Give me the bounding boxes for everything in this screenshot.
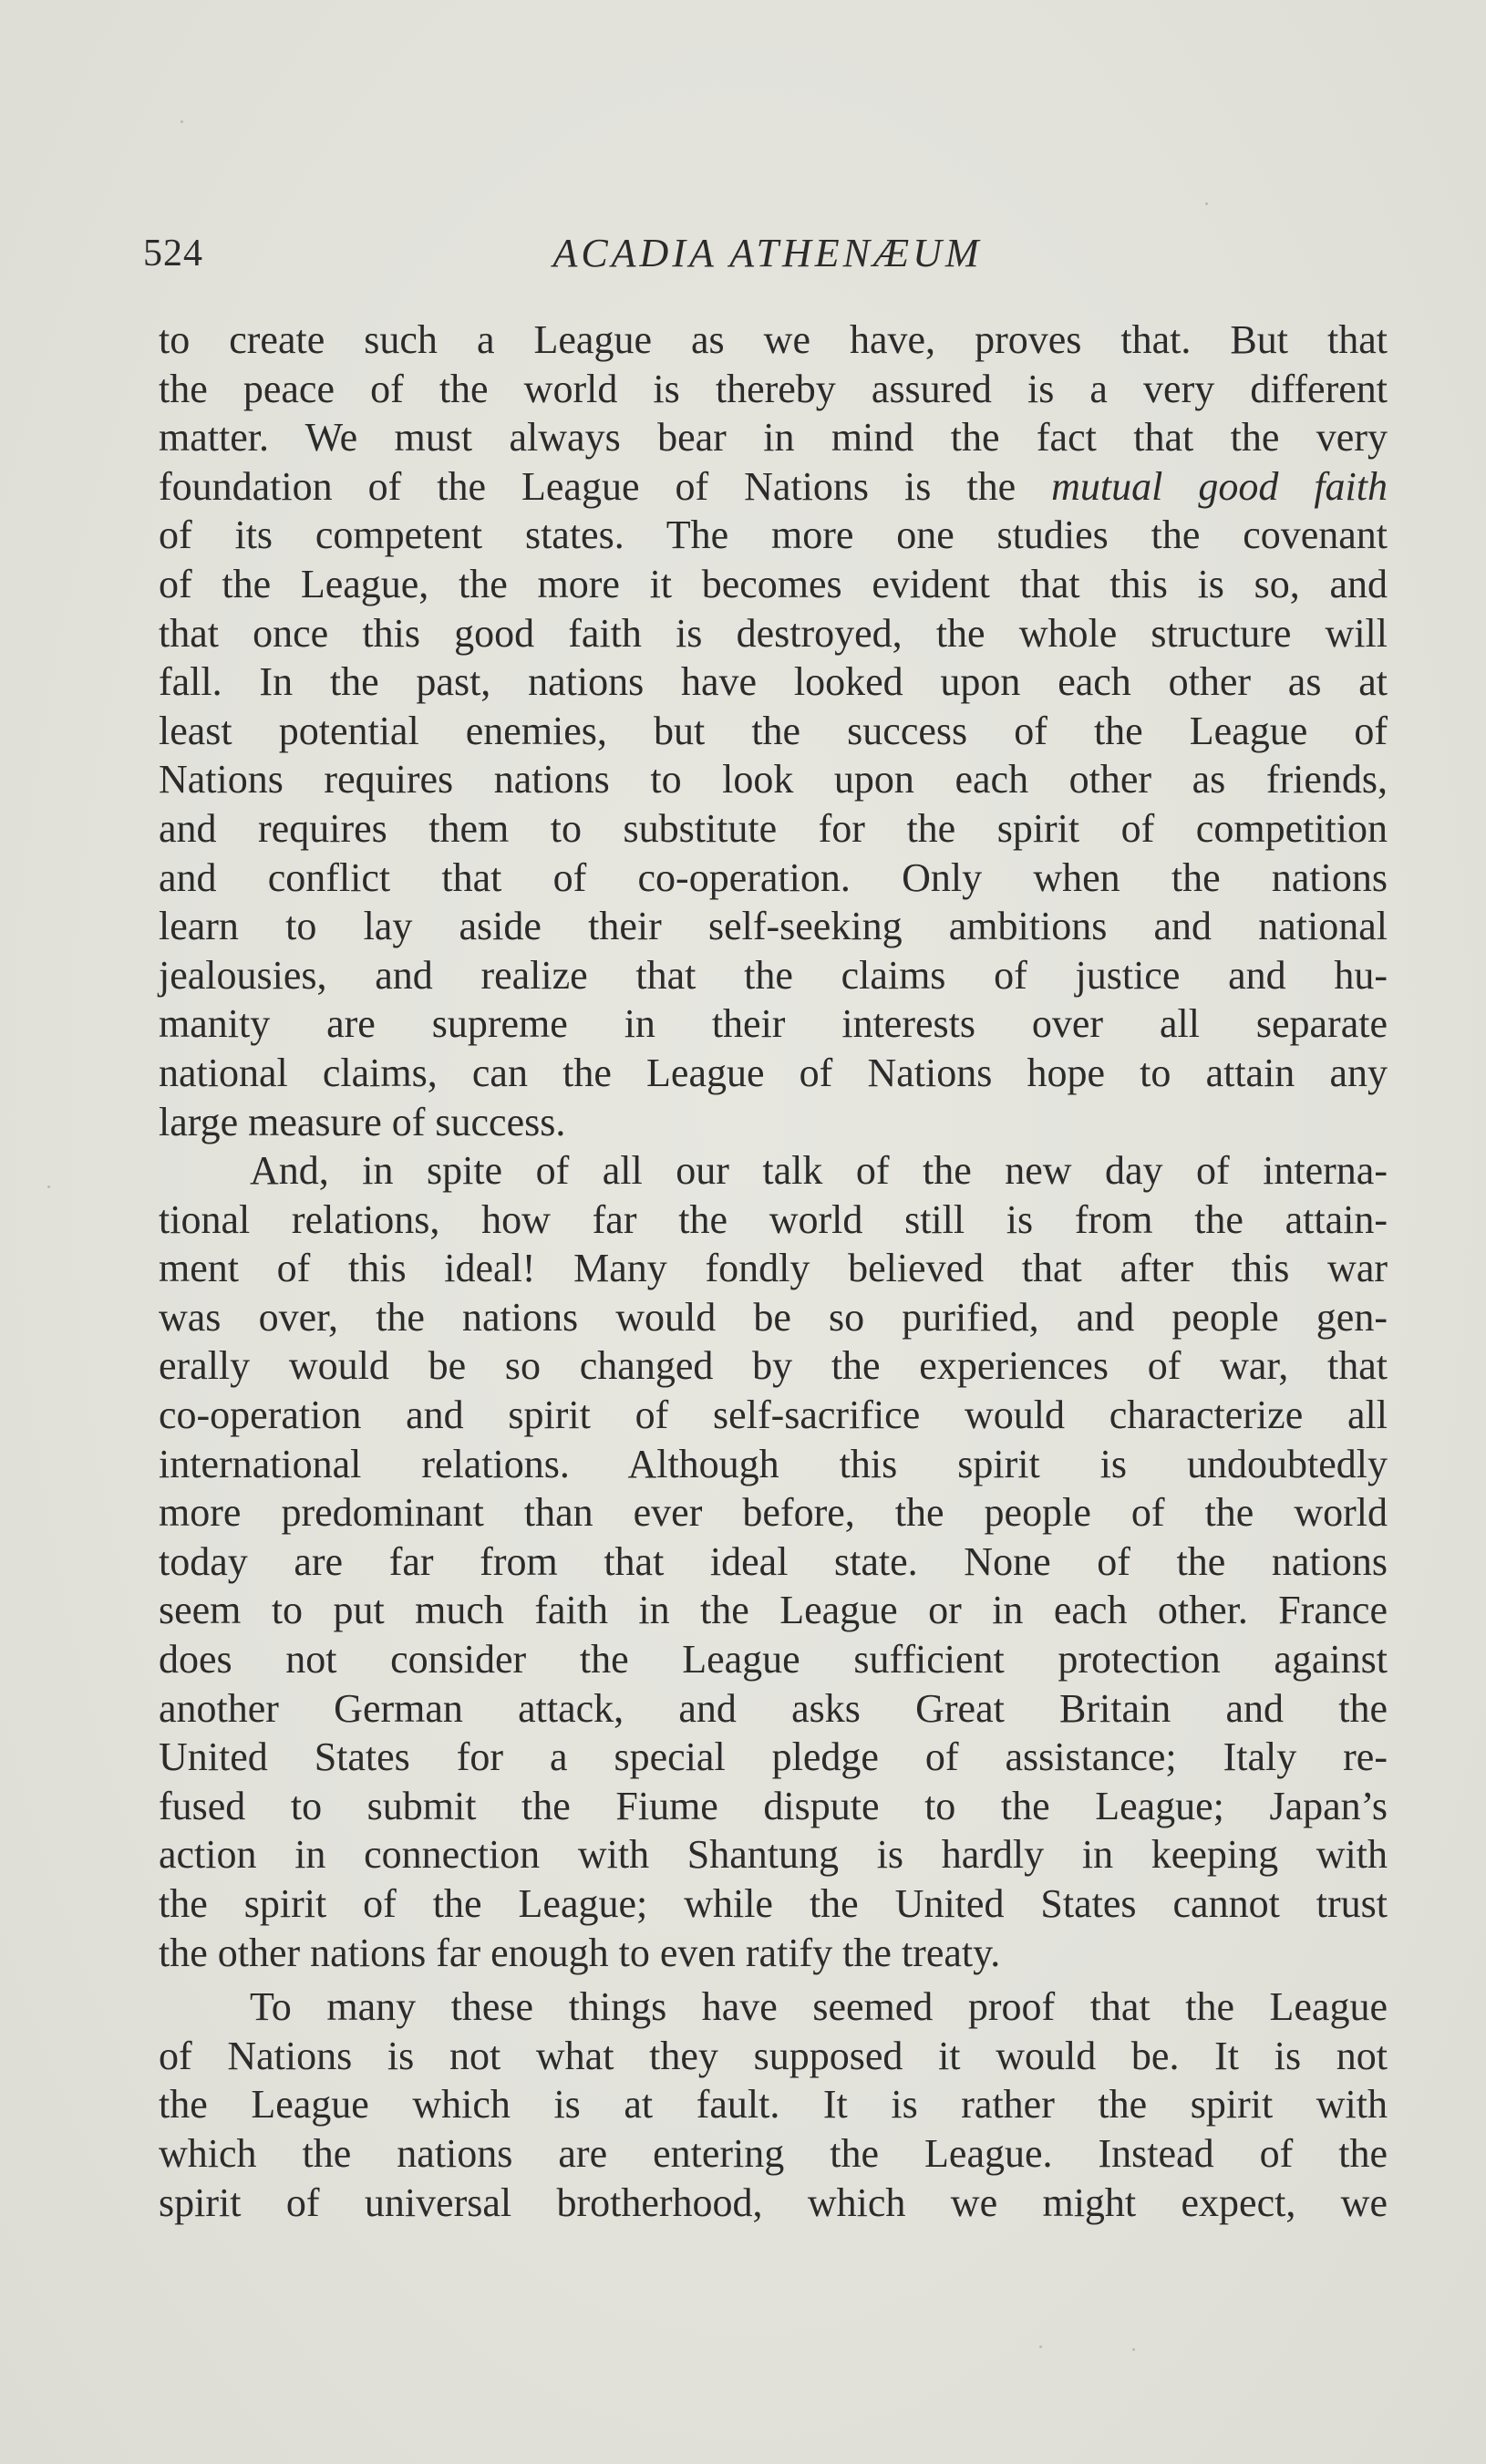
- text-line: seem to put much faith in the League or in each other. France: [159, 1588, 1388, 1633]
- text-line: jealousies, and realize that the claims of justice and hu-: [159, 952, 1388, 998]
- text-line: the League which is at fault. It is rather the spirit with: [159, 2082, 1388, 2128]
- text-line: action in connection with Shantung is hardly in keeping with: [159, 1832, 1388, 1878]
- text-line: was over, the nations would be so purified, and people gen-: [159, 1294, 1388, 1340]
- text-line: ment of this ideal! Many fondly believed that after this war: [159, 1246, 1388, 1291]
- text-segment: foundation of the League of Nations is the: [159, 463, 1052, 509]
- text-line: tional relations, how far the world still is from the attain-: [159, 1196, 1388, 1242]
- text-line: national claims, can the League of Nations hope to attain any: [159, 1050, 1388, 1095]
- text-line: fused to submit the Fiume dispute to the League; Japan’s: [159, 1783, 1388, 1828]
- text-line: of its competent states. The more one studies the covenant: [159, 512, 1388, 558]
- text-line: to create such a League as we have, proves that. But that: [159, 317, 1388, 362]
- text-line: large measure of success.: [159, 1099, 566, 1144]
- text-line: [159, 462, 1388, 512]
- paper-speck: [1132, 2348, 1135, 2351]
- text-line: that once this good faith is destroyed, the whole structure will: [159, 610, 1388, 656]
- text-line: another German attack, and asks Great Britain and the: [159, 1685, 1388, 1731]
- paper-speck: [1039, 2345, 1042, 2348]
- paper-speck: [47, 1185, 50, 1188]
- text-line: learn to lay aside their self-seeking ambitions and national: [159, 904, 1388, 949]
- text-line: more predominant than ever before, the people of the world: [159, 1490, 1388, 1536]
- text-line: does not consider the League sufficient protection against: [159, 1637, 1388, 1682]
- paragraph-3: [159, 1983, 1388, 2227]
- paper-speck: [1205, 202, 1208, 205]
- journal-title: ACADIA ATHENÆUM: [552, 231, 983, 275]
- page-number: 524: [143, 233, 203, 274]
- paper-speck: [181, 120, 183, 123]
- paragraph-2: [159, 1146, 1388, 1977]
- text-line: international relations. Although this spirit is undoubtedly: [159, 1441, 1388, 1486]
- text-line: the spirit of the League; while the United States cannot trust: [159, 1881, 1388, 1926]
- paragraph-1: [159, 316, 1388, 1146]
- text-line: of the League, the more it becomes evident that this is so, and: [159, 561, 1388, 606]
- running-head: [143, 226, 1392, 281]
- text-line: spirit of universal brotherhood, which we might expect, we: [159, 2179, 1388, 2225]
- text-line: the other nations far enough to even ratify the treaty.: [159, 1930, 1001, 1975]
- text-line: and conflict that of co-operation. Only when the nations: [159, 854, 1388, 900]
- text-line: To many these things have seemed proof that the League: [250, 1984, 1388, 2030]
- text-line: United States for a special pledge of assistance; Italy re-: [159, 1734, 1388, 1780]
- text-line: and requires them to substitute for the spirit of competition: [159, 805, 1388, 851]
- text-line: today are far from that ideal state. None of the nations: [159, 1538, 1388, 1584]
- text-line: erally would be so changed by the experiences of war, that: [159, 1343, 1388, 1389]
- text-line: least potential enemies, but the success of the League of: [159, 708, 1388, 753]
- text-line: co-operation and spirit of self-sacrifice would characterize all: [159, 1392, 1388, 1438]
- emphasis-text: mutual good faith: [1051, 463, 1388, 509]
- text-line: matter. We must always bear in mind the fact that the very: [159, 415, 1388, 461]
- text-line: which the nations are entering the League. Instead of the: [159, 2130, 1388, 2176]
- text-line: the peace of the world is thereby assured is a very different: [159, 366, 1388, 411]
- article-body: [159, 316, 1388, 2227]
- text-line: manity are supreme in their interests over all separate: [159, 1001, 1388, 1047]
- text-line: Nations requires nations to look upon each other as friends,: [159, 757, 1388, 802]
- text-line: And, in spite of all our talk of the new day of interna-: [250, 1148, 1388, 1194]
- text-line: fall. In the past, nations have looked upon each other as at: [159, 659, 1388, 705]
- text-line: of Nations is not what they supposed it would be. It is not: [159, 2033, 1388, 2078]
